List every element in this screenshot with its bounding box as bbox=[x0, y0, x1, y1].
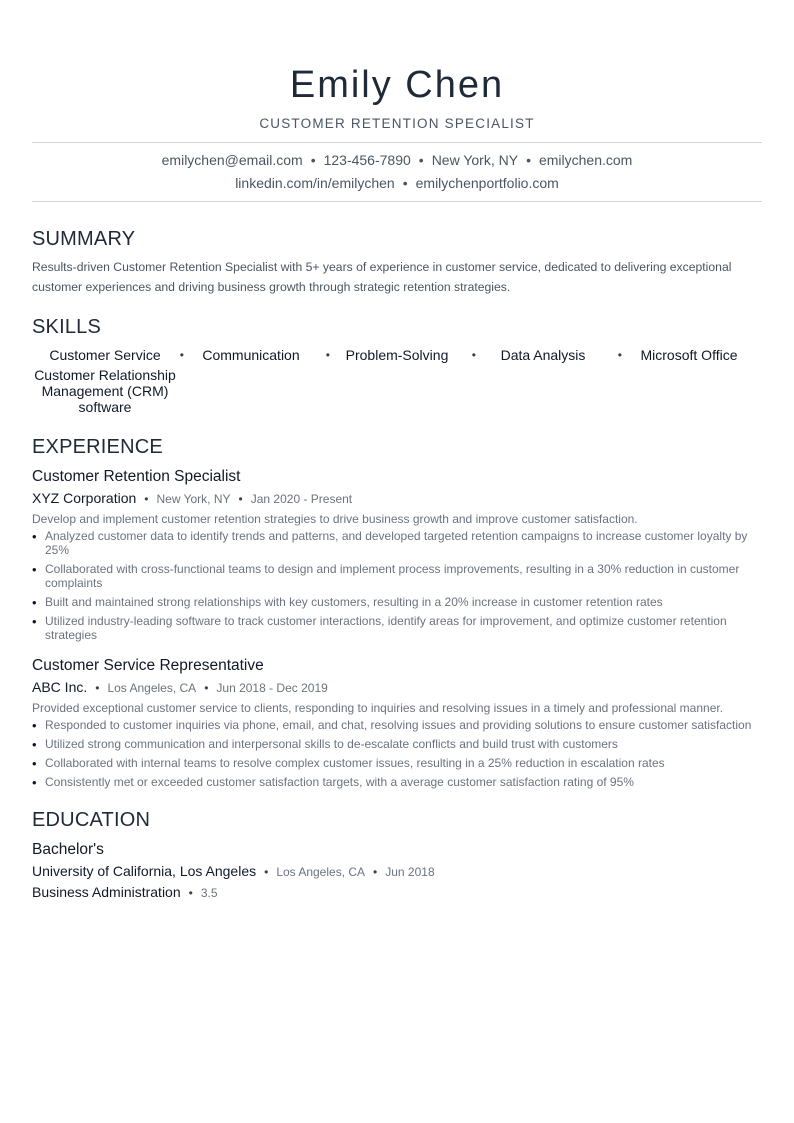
contact-separator: • bbox=[526, 152, 531, 168]
skills-section bbox=[32, 315, 762, 415]
contact-phone[interactable]: 123-456-7890 bbox=[323, 152, 411, 168]
contact-portfolio[interactable]: emilychenportfolio.com bbox=[415, 175, 559, 191]
education-gpa: 3.5 bbox=[200, 886, 218, 900]
education-field: Business Administration bbox=[32, 884, 181, 900]
job-bullets bbox=[32, 718, 762, 789]
job-dates: Jan 2020 - Present bbox=[250, 492, 353, 506]
skill-item: Customer Relationship Management (CRM) software bbox=[34, 367, 176, 415]
skill-separator: • bbox=[617, 348, 622, 362]
bullet-point: • bbox=[32, 614, 37, 629]
contact-separator: • bbox=[310, 152, 316, 168]
job-dates: Jun 2018 - Dec 2019 bbox=[216, 681, 328, 695]
education-school: University of California, Los Angeles bbox=[32, 863, 257, 879]
job-meta bbox=[32, 678, 762, 697]
education-section bbox=[32, 808, 762, 902]
job-location: New York, NY bbox=[156, 492, 231, 506]
education-school-line bbox=[32, 862, 762, 881]
skill-separator: • bbox=[325, 348, 330, 362]
summary-section bbox=[32, 227, 762, 297]
job-meta bbox=[32, 489, 762, 508]
contact-website[interactable]: emilychen.com bbox=[538, 152, 633, 168]
bullet-point: • bbox=[32, 756, 37, 771]
job-location: Los Angeles, CA bbox=[107, 681, 197, 695]
job-description: Provided exceptional customer service to clients, responding to inquiries and resolving issues in a timely and professional manner. bbox=[32, 701, 724, 715]
bullet-point: • bbox=[32, 562, 37, 577]
meta-separator: • bbox=[188, 886, 193, 900]
bullet-point: • bbox=[32, 775, 37, 790]
education-location: Los Angeles, CA bbox=[276, 865, 366, 879]
bullet-point: • bbox=[32, 529, 37, 544]
education-degree: Bachelor's bbox=[32, 841, 104, 858]
summary-text: Results-driven Customer Retention Specialist with 5+ years of experience in customer service, dedicated to delivering exceptional customer experiences and driving business growth through strategic retention strategies. bbox=[32, 260, 732, 294]
skill-item: Customer Service • bbox=[49, 347, 184, 363]
job-title: Customer Retention Specialist bbox=[32, 468, 241, 485]
meta-separator: • bbox=[144, 492, 149, 506]
job-bullets bbox=[32, 529, 762, 642]
education-field-line bbox=[32, 883, 762, 902]
bullet-point: • bbox=[32, 737, 37, 752]
skills-list bbox=[32, 347, 762, 415]
job-entry bbox=[32, 656, 762, 789]
experience-heading: EXPERIENCE bbox=[32, 436, 163, 458]
experience-section bbox=[32, 435, 762, 794]
contact-line-1 bbox=[32, 149, 762, 172]
meta-separator: • bbox=[204, 681, 209, 695]
job-entry bbox=[32, 467, 762, 642]
job-description: Develop and implement customer retention strategies to drive business growth and improve customer satisfaction. bbox=[32, 512, 638, 526]
skill-separator: • bbox=[471, 348, 476, 362]
job-title: Customer Service Representative bbox=[32, 657, 264, 674]
list-item: • Built and maintained strong relationships with key customers, resulting in a 20% increase in customer retention rates bbox=[32, 595, 663, 610]
contact-email[interactable]: emilychen@email.com bbox=[161, 152, 303, 168]
meta-separator: • bbox=[238, 492, 243, 506]
contact-info bbox=[32, 149, 762, 195]
skills-heading: SKILLS bbox=[32, 316, 102, 338]
job-company: ABC Inc. bbox=[32, 679, 88, 695]
list-item: • Collaborated with internal teams to resolve complex customer issues, resulting in a 25% reduction in escalation rates bbox=[32, 756, 665, 771]
skill-item: Data Analysis • bbox=[500, 347, 622, 363]
bullet-point: • bbox=[32, 595, 37, 610]
job-company: XYZ Corporation bbox=[32, 490, 137, 506]
skill-item: Microsoft Office bbox=[640, 347, 738, 363]
header-divider-top bbox=[32, 142, 762, 143]
contact-separator: • bbox=[402, 175, 408, 191]
list-item: • Responded to customer inquiries via phone, email, and chat, resolving issues and providing solutions to ensure customer satisfaction bbox=[32, 718, 752, 733]
education-heading: EDUCATION bbox=[32, 809, 151, 831]
skill-item: Communication • bbox=[202, 347, 330, 363]
skill-item: Problem-Solving • bbox=[345, 347, 476, 363]
skill-separator: • bbox=[179, 348, 184, 362]
list-item: • Utilized industry-leading software to track customer interactions, identify areas for improvement, and optimize customer retention strategies bbox=[32, 614, 727, 642]
meta-separator: • bbox=[264, 865, 269, 879]
candidate-name: Emily Chen bbox=[289, 64, 505, 106]
resume-header bbox=[0, 0, 794, 131]
list-item: • Collaborated with cross-functional teams to design and implement process improvements, resulting in a 30% reduction in customer complaints bbox=[32, 562, 740, 590]
list-item: • Consistently met or exceeded customer satisfaction targets, with a average customer satisfaction rating of 95% bbox=[32, 775, 634, 790]
contact-linkedin[interactable]: linkedin.com/in/emilychen bbox=[235, 175, 395, 191]
list-item: • Utilized strong communication and interpersonal skills to de-escalate conflicts and build trust with customers bbox=[32, 737, 618, 752]
list-item: • Analyzed customer data to identify trends and patterns, and developed targeted retention campaigns to increase customer loyalty by 25% bbox=[32, 529, 748, 557]
education-date: Jun 2018 bbox=[385, 865, 435, 879]
candidate-title: CUSTOMER RETENTION SPECIALIST bbox=[259, 116, 535, 131]
contact-location: New York, NY bbox=[431, 152, 519, 168]
contact-separator: • bbox=[418, 152, 424, 168]
header-divider-bottom bbox=[32, 201, 762, 202]
bullet-point: • bbox=[32, 718, 37, 733]
meta-separator: • bbox=[95, 681, 100, 695]
meta-separator: • bbox=[373, 865, 378, 879]
contact-line-2 bbox=[32, 172, 762, 195]
summary-heading: SUMMARY bbox=[32, 228, 136, 250]
